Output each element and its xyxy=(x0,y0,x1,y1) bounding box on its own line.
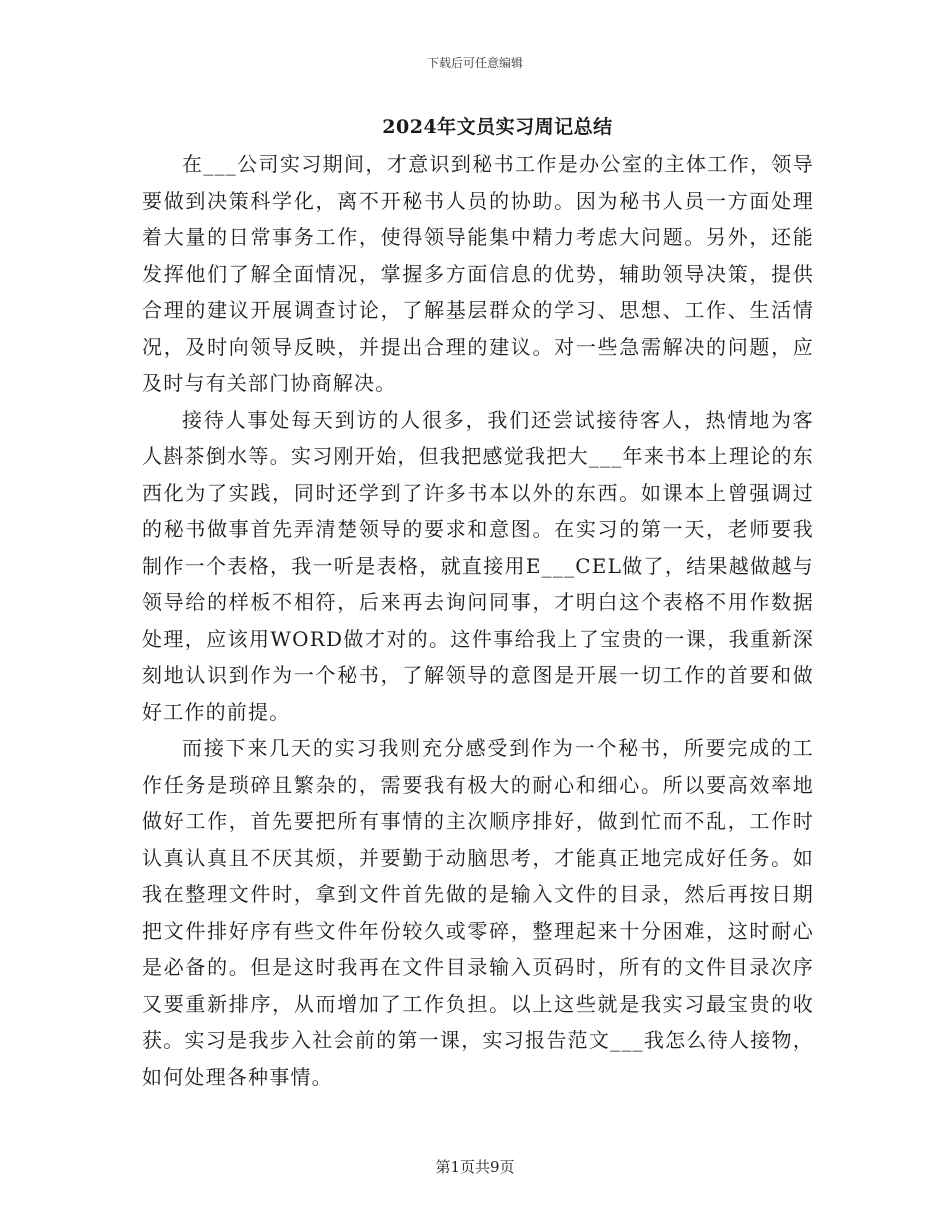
page-number: 第1页共9页 xyxy=(435,1158,515,1176)
header-note: 下载后可任意编辑 xyxy=(426,56,523,70)
document-title: 2024年文员实习周记总结 xyxy=(382,116,613,138)
document-body xyxy=(142,146,814,1095)
paragraph-1: 在___公司实习期间，才意识到秘书工作是办公室的主体工作，领导要做到决策科学化，离不开秘书人员的协助。因为秘书人员一方面处理着大量的日常事务工作，使得领导能集中精力考虑大问题。另外，还能发挥他们了解全面情况，掌握多方面信息的优势，辅助领导决策，提供合理的建议开展调查讨论，了解基层群众的学习、思想、工作、生活情况，及时向领导反映，并提出合理的建议。对一些急需解决的问题，应及时与有关部门协商解决。 xyxy=(142,152,814,395)
paragraph-2: 接待人事处每天到访的人很多，我们还尝试接待客人，热情地为客人斟茶倒水等。实习刚开始，但我把感觉我把大___年来书本上理论的东西化为了实践，同时还学到了许多书本以外的东西。如课本上曾强调过的秘书做事首先弄清楚领导的要求和意图。在实习的第一天，老师要我制作一个表格，我一听是表格，就直接用E___CEL做了，结果越做越与领导给的样板不相符，后来再去询问同事，才明白这个表格不用作数据处理，应该用WORD做才对的。这件事给我上了宝贵的一课，我重新深刻地认识到作为一个秘书，了解领导的意图是开展一切工作的首要和做好工作的前提。 xyxy=(142,407,814,724)
paragraph-3: 而接下来几天的实习我则充分感受到作为一个秘书，所要完成的工作任务是琐碎且繁杂的，需要我有极大的耐心和细心。所以要高效率地做好工作，首先要把所有事情的主次顺序排好，做到忙而不乱，工作时认真认真且不厌其烦，并要勤于动脑思考，才能真正地完成好任务。如我在整理文件时，拿到文件首先做的是输入文件的目录，然后再按日期把文件排好序有些文件年份较久或零碎，整理起来十分困难，这时耐心是必备的。但是这时我再在文件目录输入页码时，所有的文件目录次序又要重新排序，从而增加了工作负担。以上这些就是我实习最宝贵的收获。实习是我步入社会前的第一课，实习报告范文___我怎么待人接物，如何处理各种事情。 xyxy=(142,736,814,1089)
